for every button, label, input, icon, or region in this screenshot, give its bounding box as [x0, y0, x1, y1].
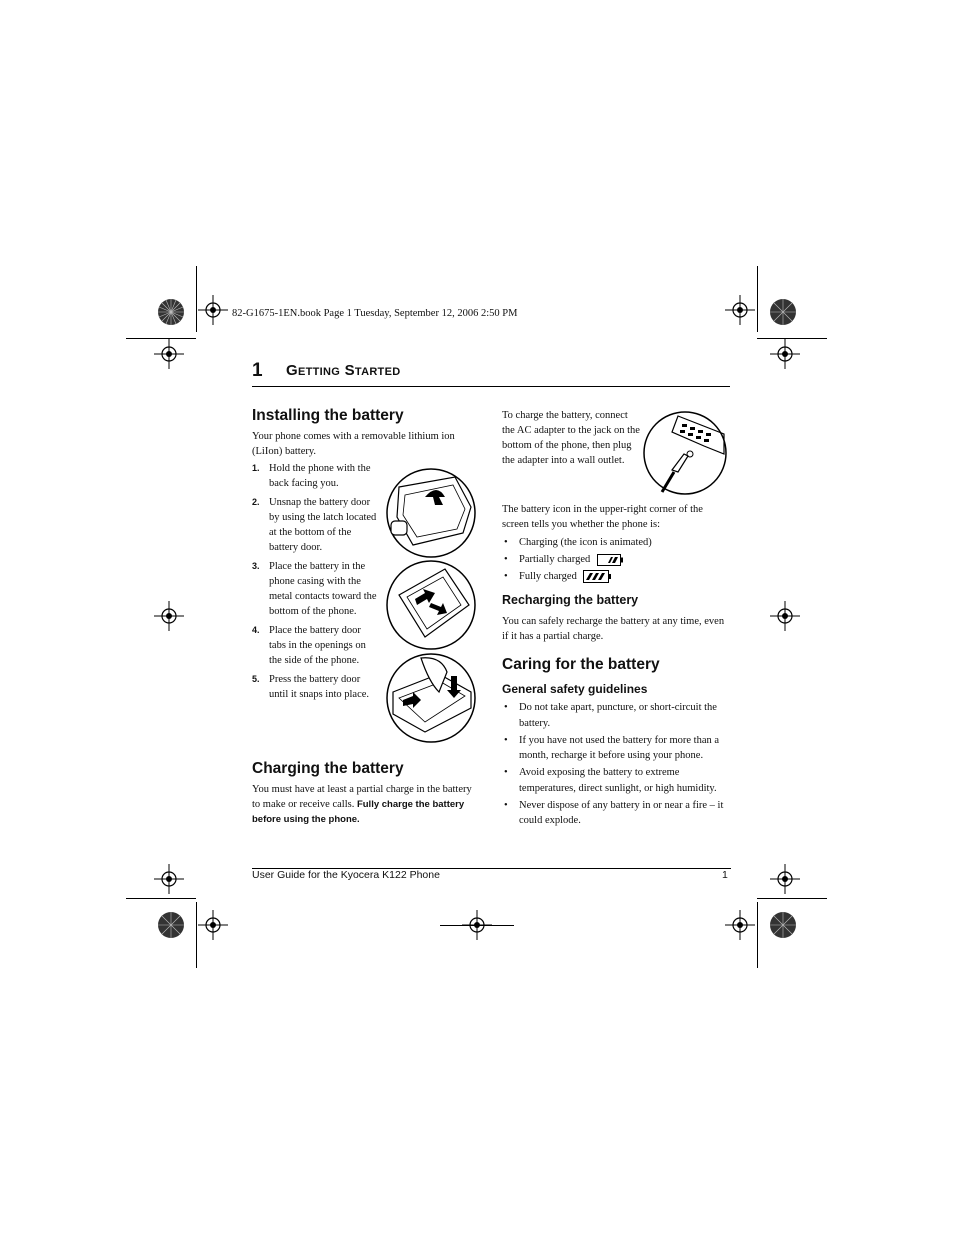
- list-item: 5. Press the battery door until it snaps into place.: [252, 674, 370, 700]
- safety-subheading: General safety guidelines: [502, 682, 648, 696]
- crop-mark: [440, 925, 514, 926]
- installing-intro: Your phone comes with a removable lithium ion (LiIon) battery.: [252, 431, 455, 457]
- charging-warning: Fully charge the battery before using the phone.: [252, 799, 465, 825]
- installing-heading: Installing the battery: [252, 407, 404, 424]
- registration-star-icon: [769, 911, 797, 939]
- page-number: 1: [722, 869, 728, 881]
- battery-status-list: [502, 535, 730, 586]
- chapter-number: 1: [252, 360, 263, 381]
- recharging-text: You can safely recharge the battery at any time, even if it has a partial charge.: [502, 616, 725, 642]
- registration-target-icon: [198, 910, 228, 940]
- footer-guide-title: User Guide for the Kyocera K122 Phone: [252, 869, 440, 881]
- registration-target-icon: [725, 295, 755, 325]
- registration-target-icon: [770, 601, 800, 631]
- charge-instructions: To charge the battery, connect the AC adapter to the jack on the bottom of the phone, then plug the adapter into a wall outlet.: [502, 410, 640, 466]
- list-item: 3. Place the battery in the phone casing with the metal contacts toward the bottom of the phone.: [252, 561, 377, 617]
- list-item: 4. Place the battery door tabs in the openings on the side of the phone.: [252, 625, 366, 666]
- install-steps: [252, 461, 380, 706]
- recharging-heading: Recharging the battery: [502, 593, 639, 607]
- list-item: • Avoid exposing the battery to extreme temperatures, direct sunlight, or high humidity.: [502, 765, 732, 796]
- registration-star-icon: [157, 298, 185, 326]
- list-item: 2. Unsnap the battery door by using the latch located at the bottom of the battery door.: [252, 497, 377, 553]
- caring-heading: Caring for the battery: [502, 656, 660, 673]
- chapter-title: Getting Started: [286, 362, 401, 379]
- registration-target-icon: [725, 910, 755, 940]
- list-item: • If you have not used the battery for more than a month, recharge it before using your phone.: [502, 733, 732, 764]
- list-item: • Fully charged: [502, 569, 730, 585]
- book-header: 82-G1675-1EN.book Page 1 Tuesday, September 12, 2006 2:50 PM: [232, 308, 518, 319]
- battery-door-illustration: [385, 652, 477, 744]
- registration-target-icon: [198, 295, 228, 325]
- safety-list: [502, 700, 732, 830]
- list-item: • Never dispose of any battery in or near a fire – it could explode.: [502, 798, 732, 829]
- phone-back-illustration: [385, 467, 477, 559]
- registration-target-icon: [770, 339, 800, 369]
- registration-target-icon: [154, 864, 184, 894]
- charging-text: You must have at least a partial charge in the battery to make or receive calls. Fully charge the battery before using the phone.: [252, 784, 472, 825]
- registration-target-icon: [770, 864, 800, 894]
- list-item: • Do not take apart, puncture, or short-circuit the battery.: [502, 700, 732, 731]
- registration-star-icon: [769, 298, 797, 326]
- battery-icon-intro: The battery icon in the upper-right corner of the screen tells you whether the phone is:: [502, 504, 703, 530]
- ac-adapter-illustration: [642, 410, 728, 496]
- battery-full-icon: [583, 570, 611, 583]
- battery-partial-icon: [597, 554, 623, 566]
- list-item: • Partially charged: [502, 552, 730, 568]
- battery-insert-illustration: [385, 559, 477, 651]
- registration-star-icon: [157, 911, 185, 939]
- list-item: 1. Hold the phone with the back facing you.: [252, 463, 371, 489]
- list-item: • Charging (the icon is animated): [502, 535, 730, 551]
- charging-heading: Charging the battery: [252, 760, 404, 777]
- registration-target-icon: [154, 339, 184, 369]
- chapter-heading: [252, 360, 730, 387]
- registration-target-icon: [154, 601, 184, 631]
